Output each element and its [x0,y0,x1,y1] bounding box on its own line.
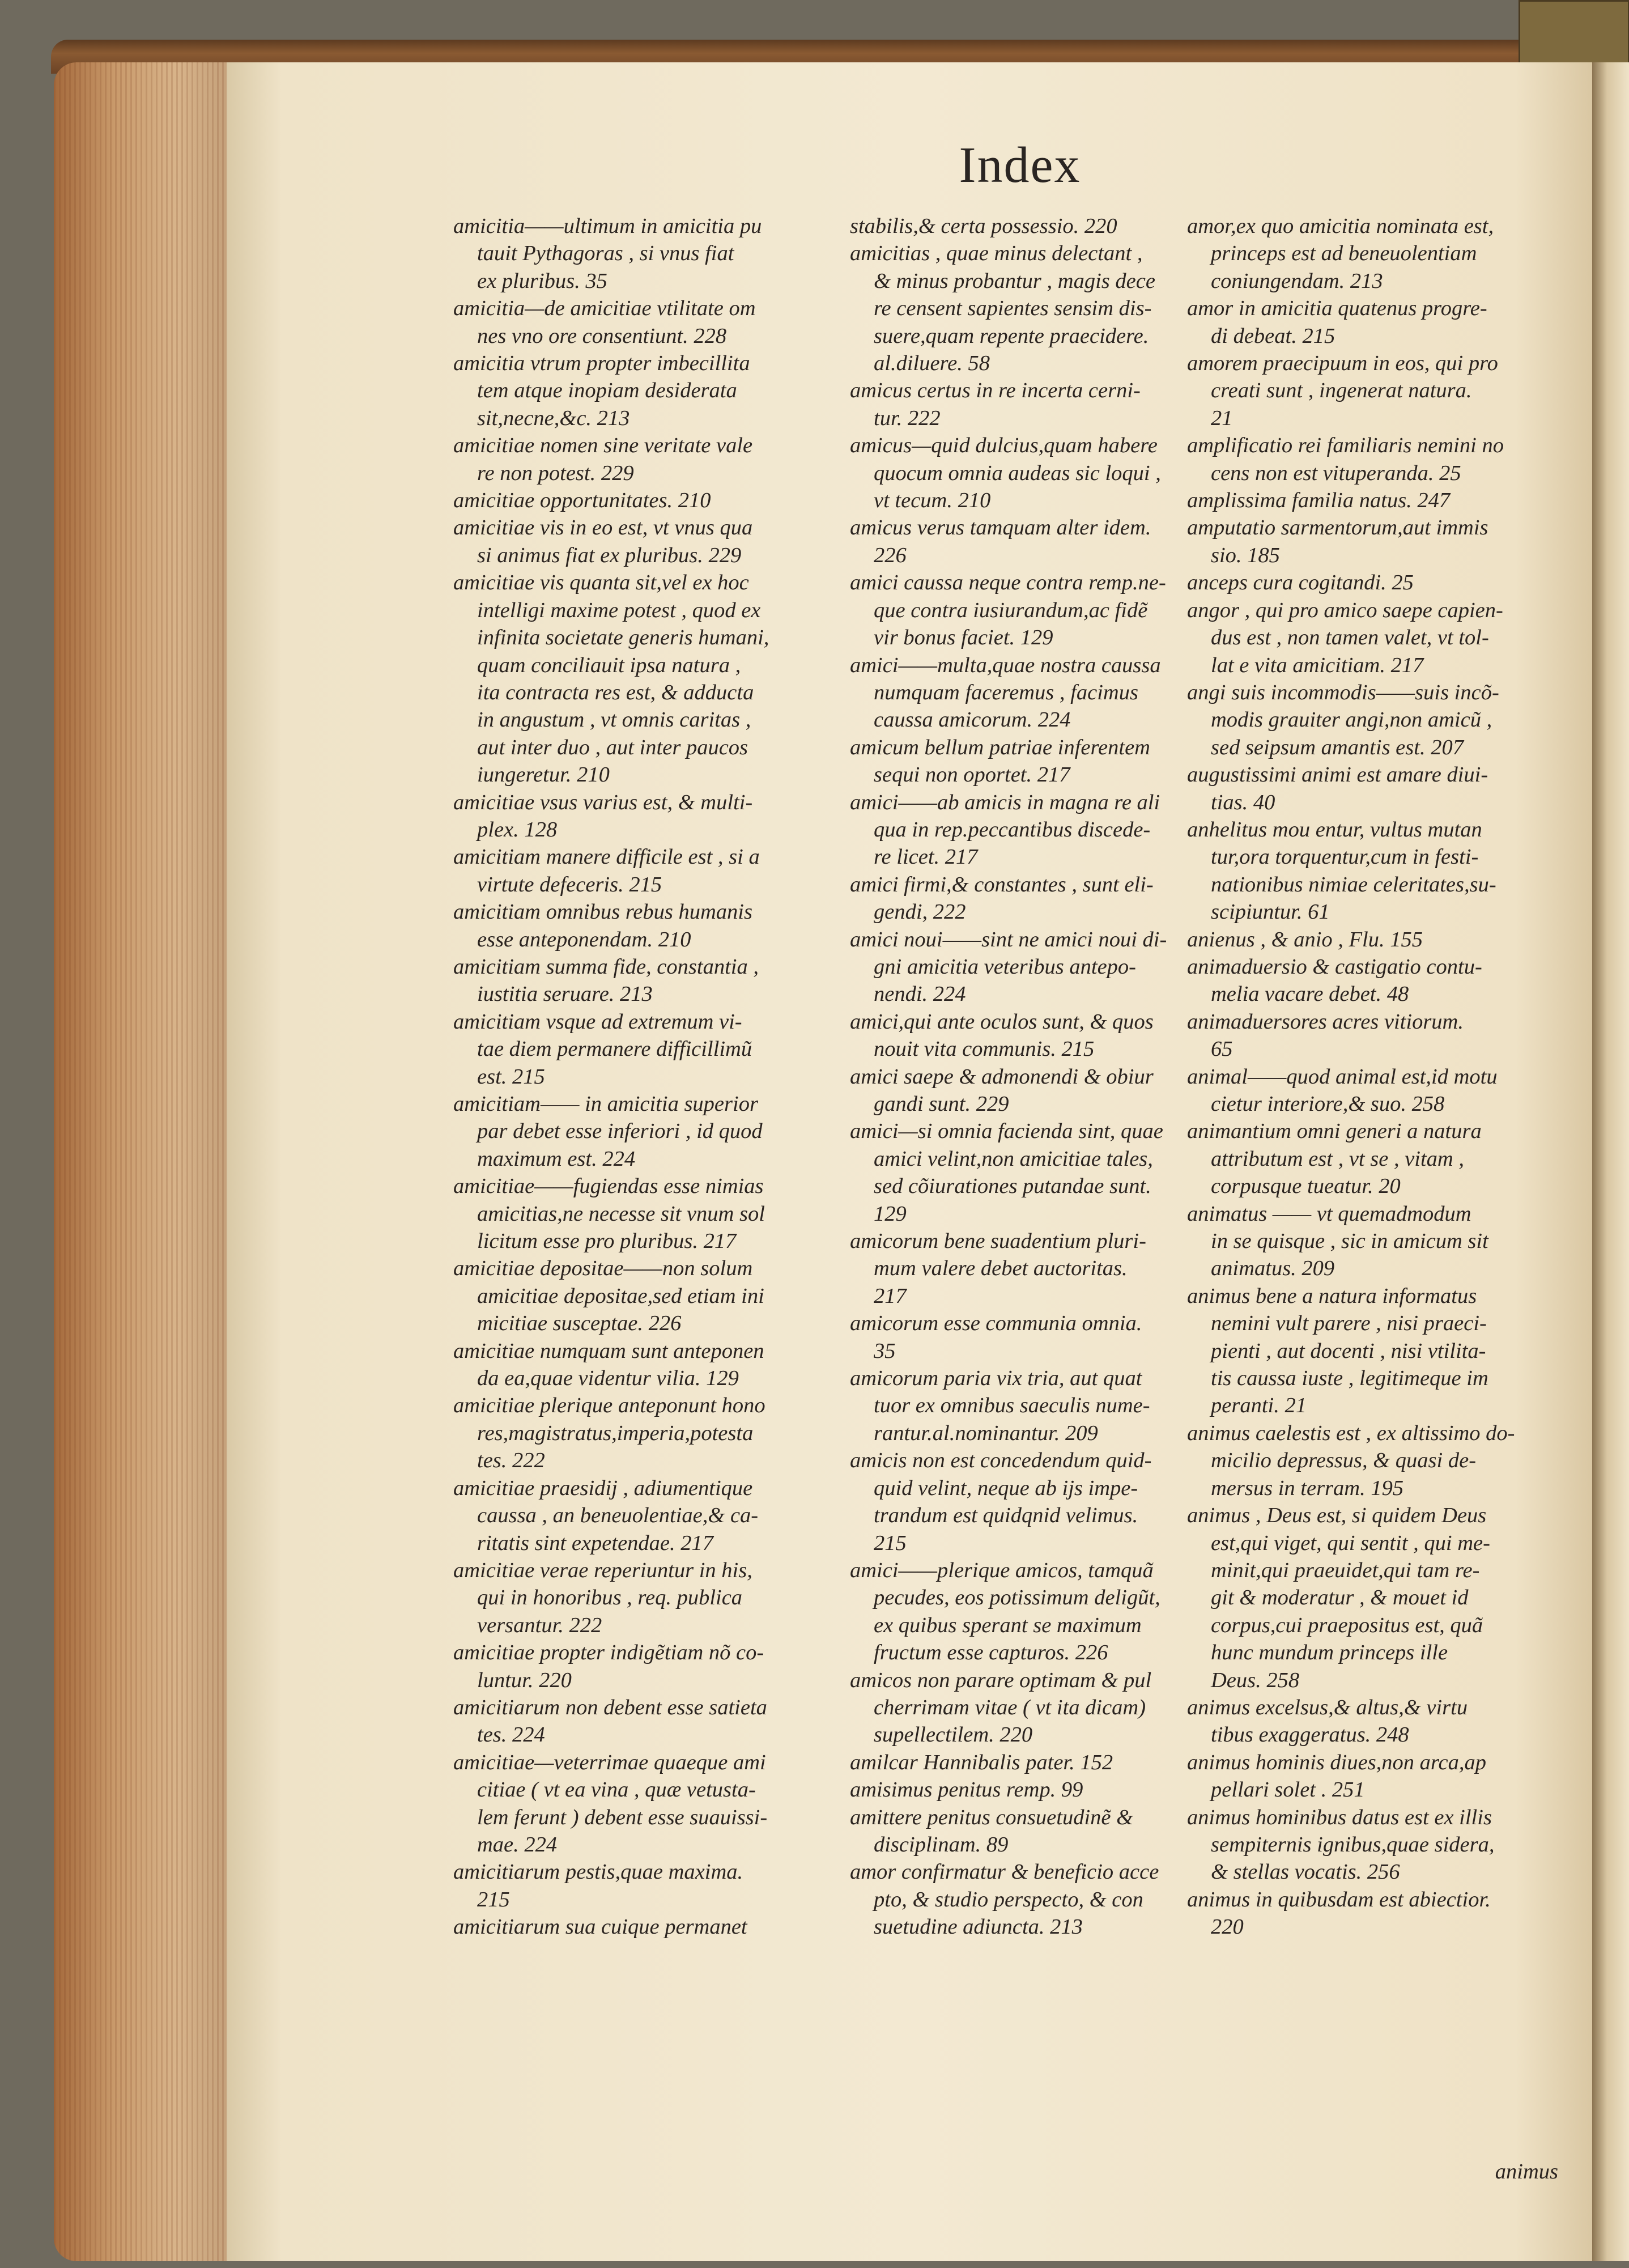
index-entry-line: da ea,quae videntur vilia. 129 [477,1366,739,1391]
index-entry [453,953,839,1008]
index-entry [453,569,839,788]
index-entry-line: citiae ( vt ea vina , quæ vetusta- [477,1778,756,1802]
index-entry-line: lem ferunt ) debent esse suauissi- [477,1805,768,1829]
index-entry-line: corpusque tueatur. 20 [1211,1174,1401,1199]
index-entry-line: attributum est , vt se , vitam , [1211,1146,1464,1171]
index-entry-line: amicitiae propter indigẽtiam nõ co- [453,1641,764,1665]
index-entry-line: coniungendam. 213 [1211,269,1383,293]
index-entry-line: 215 [874,1531,907,1555]
index-entry [1187,487,1561,514]
index-entry [850,926,1235,1008]
index-entry-line: ex pluribus. 35 [477,269,607,293]
index-entry-line: amicum bellum patriae inferentem [850,735,1150,759]
index-entry [453,432,839,487]
index-entry [850,1365,1235,1447]
index-entry-line: amor,ex quo amicitia nominata est, [1187,214,1494,238]
index-entry-line: maximum est. 224 [477,1146,636,1171]
index-entry-line: mum valere debet auctoritas. [874,1256,1128,1281]
index-entry-line: tis caussa iuste , legitimeque im [1211,1366,1488,1391]
index-entry-line: sed seipsum amantis est. 207 [1211,735,1464,759]
index-entry-line: amicitiae numquam sunt anteponen [453,1339,764,1363]
index-entry-line: animus hominibus datus est ex illis [1187,1805,1492,1829]
index-entry-line: re licet. 217 [874,845,978,869]
index-entry-line: amicitiae nomen sine veritate vale [453,434,753,458]
index-entry [850,1063,1235,1118]
index-entry-line: animus , Deus est, si quidem Deus [1187,1503,1487,1528]
index-entry-line: amicitiae—veterrimae quaeque ami [453,1750,766,1774]
index-entry-line: par debet esse inferiori , id quod [477,1119,763,1144]
index-entry-line: tem atque inopiam desiderata [477,379,737,403]
index-entry-line: vir bonus faciet. 129 [874,626,1053,650]
index-entry-line: pienti , aut docenti , nisi vtilita- [1211,1339,1486,1363]
index-entry-line: gandi sunt. 229 [874,1092,1009,1116]
index-entry-line: modis grauiter angi,non amicũ , [1211,708,1492,732]
index-entry-line: angi suis incommodis——suis incõ- [1187,680,1499,704]
index-entry [1187,1282,1561,1420]
index-entry-line: angor , qui pro amico saepe capien- [1187,598,1503,622]
index-entry-line: amici——multa,quae nostra caussa [850,653,1161,677]
index-entry-line: esse anteponendam. 210 [477,927,691,952]
index-column-1 [453,213,839,1941]
index-entry-line: supellectilem. 220 [874,1723,1033,1747]
index-entry [453,1858,839,1913]
index-entry-line: caussa , an beneuolentiae,& ca- [477,1503,759,1528]
index-entry-line: nationibus nimiae celeritates,su- [1211,872,1496,897]
index-entry-line: amici firmi,& constantes , sunt eli- [850,872,1154,897]
index-entry-line: est. 215 [477,1064,545,1089]
index-entry [1187,432,1561,487]
index-entry-line: tibus exaggeratus. 248 [1211,1723,1409,1747]
index-entry [453,1173,839,1255]
index-entry-line: amicitiarum pestis,quae maxima. [453,1860,743,1884]
index-entry-line: amilcar Hannibalis pater. 152 [850,1750,1113,1774]
index-entry-line: sempiternis ignibus,quae sidera, [1211,1832,1495,1857]
index-entry-line: amicitiarum non debent esse satieta [453,1695,767,1719]
index-entry-line: tes. 224 [477,1723,545,1747]
index-entry-line: amici—si omnia facienda sint, quae [850,1119,1163,1144]
index-entry-line: amplificatio rei familiaris nemini no [1187,434,1504,458]
index-entry-line: quid velint, neque ab ijs impe- [874,1476,1138,1500]
index-entry-line: ritatis sint expetendae. 217 [477,1531,714,1555]
index-entry-line: tae diem permanere difficillimũ [477,1037,752,1061]
index-entry-line: amicitiae depositae——non solum [453,1256,753,1281]
index-entry-line: 21 [1211,406,1233,430]
index-entry-line: animus caelestis est , ex altissimo do- [1187,1421,1515,1445]
index-entry-line: 215 [477,1887,510,1912]
index-entry-line: micitiae susceptae. 226 [477,1311,682,1336]
index-entry-line: amici,qui ante oculos sunt, & quos [850,1009,1154,1034]
index-entry-line: est,qui viget, qui sentit , qui me- [1211,1531,1490,1555]
index-entry-line: micilio depressus, & quasi de- [1211,1449,1477,1473]
index-entry-line: pecudes, eos potissimum deligũt, [874,1586,1160,1610]
index-entry-line: amici saepe & admonendi & obiur [850,1064,1154,1089]
index-entry [453,295,839,350]
index-entry [1187,1886,1561,1941]
index-entry [850,569,1235,651]
index-entry-line: corpus,cui praepositus est, quã [1211,1613,1483,1637]
index-entry-line: tes. 222 [477,1449,545,1473]
index-entry-line: amicitiae plerique anteponunt hono [453,1394,765,1418]
index-entry-line: sio. 185 [1211,543,1280,567]
index-entry [453,1090,839,1173]
index-entry [1187,1804,1561,1886]
index-entry-line: 65 [1211,1037,1233,1061]
index-entry [1187,1063,1561,1118]
index-entry-line: amicitiae opportunitates. 210 [453,489,711,513]
index-entry-line: gni amicitia veteribus antepo- [874,954,1136,979]
index-entry-line: tias. 40 [1211,790,1275,814]
index-entry-line: iungeretur. 210 [477,763,610,787]
index-entry-line: anceps cura cogitandi. 25 [1187,571,1414,595]
index-entry-line: gendi, 222 [874,900,966,924]
index-entry-line: virtute defeceris. 215 [477,872,662,897]
index-entry-line: animus excelsus,& altus,& virtu [1187,1695,1468,1719]
index-entry-line: amisimus penitus remp. 99 [850,1778,1083,1802]
index-entry [453,1255,839,1337]
index-entry-line: animantium omni generi a natura [1187,1119,1482,1144]
index-entry-line: & minus probantur , magis dece [874,269,1155,293]
index-entry-line: amicus verus tamquam alter idem. [850,516,1151,540]
index-entry [850,1447,1235,1557]
index-entry-line: tuor ex omnibus saeculis nume- [874,1394,1150,1418]
index-entry-line: cens non est vituperanda. 25 [1211,461,1461,485]
index-entry-line: amicitiae praesidij , adiumentique [453,1476,753,1500]
index-entry-line: scipiuntur. 61 [1211,900,1330,924]
index-entry-line: peranti. 21 [1211,1394,1307,1418]
index-entry [1187,816,1561,926]
bookmark-tab [1519,0,1629,71]
index-entry-line: cherrimam vitae ( vt ita dicam) [874,1695,1146,1719]
index-entry-line: sed cõiurationes putandae sunt. [874,1174,1151,1199]
index-entry-line: que contra iusiurandum,ac fidẽ [874,598,1148,622]
index-entry-line: animaduersio & castigatio contu- [1187,954,1482,979]
index-entry-line: caussa amicorum. 224 [874,708,1071,732]
index-entry-line: amicitiam vsque ad extremum vi- [453,1009,742,1034]
index-entry-line: amici——plerique amicos, tamquã [850,1558,1154,1582]
index-entry [850,789,1235,871]
index-entry [453,1392,839,1474]
index-entry [453,213,839,295]
index-entry-line: amorem praecipuum in eos, qui pro [1187,351,1498,376]
page-title: Index [959,137,1081,193]
index-entry-line: sit,necne,&c. 213 [477,406,630,430]
index-entry-line: amicitia vtrum propter imbecillita [453,351,750,376]
index-entry-line: qui in honoribus , req. publica [477,1586,743,1610]
index-entry [1187,1200,1561,1282]
index-entry-line: anienus , & anio , Flu. 155 [1187,927,1423,952]
index-entry-line: nes vno ore consentiunt. 228 [477,324,727,348]
index-entry-line: numquam faceremus , facimus [874,680,1138,704]
index-entry [850,240,1235,377]
index-entry [850,871,1235,926]
index-entry-line: nemini vult parere , nisi praeci- [1211,1311,1487,1336]
index-entry [453,1557,839,1639]
index-entry-line: trandum est quidqnid velimus. [874,1503,1138,1528]
index-entry [850,1228,1235,1310]
index-entry-line: re non potest. 229 [477,461,634,485]
index-entry [850,1749,1235,1776]
index-entry-line: amicitiam omnibus rebus humanis [453,900,752,924]
index-entry-line: res,magistratus,imperia,potesta [477,1421,754,1445]
index-entry-line: 226 [874,543,907,567]
index-entry-line: amicitia——ultimum in amicitia pu [453,214,762,238]
index-entry [850,1310,1235,1365]
index-entry [850,1776,1235,1803]
index-entry [453,898,839,953]
index-entry [850,1858,1235,1940]
index-entry [453,1694,839,1749]
index-entry [453,1639,839,1694]
index-entry-line: al.diluere. 58 [874,351,990,376]
index-entry-line: in se quisque , sic in amicum sit [1211,1229,1488,1254]
index-entry-line: rantur.al.nominantur. 209 [874,1421,1098,1445]
index-entry-line: intelligi maxime potest , quod ex [477,598,761,622]
index-entry-line: 129 [874,1201,907,1226]
index-entry [850,1804,1235,1859]
index-entry-line: amicorum paria vix tria, aut quat [850,1366,1142,1391]
index-entry [850,1557,1235,1667]
index-entry-line: vt tecum. 210 [874,489,991,513]
index-entry-line: tur. 222 [874,406,941,430]
index-entry-line: git & moderatur , & mouet id [1211,1586,1469,1610]
index-entry [850,652,1235,734]
index-entry [453,487,839,514]
index-entry-line: amicitiae depositae,sed etiam ini [477,1284,764,1308]
index-entry-line: princeps est ad beneuolentiam [1211,241,1477,266]
index-entry-line: amicus—quid dulcius,quam habere [850,434,1158,458]
index-entry [453,350,839,432]
index-entry [1187,1749,1561,1804]
index-entry-line: minit,qui praeuidet,qui tam re- [1211,1558,1480,1582]
index-entry-line: amplissima familia natus. 247 [1187,489,1451,513]
index-entry-line: amicitiae verae reperiuntur in his, [453,1558,752,1582]
index-entry [1187,953,1561,1008]
index-entry-line: amici caussa neque contra remp.ne- [850,571,1166,595]
index-entry-line: suetudine adiuncta. 213 [874,1915,1083,1939]
index-entry-line: 35 [874,1339,896,1363]
index-entry-line: creati sunt , ingenerat natura. [1211,379,1472,403]
index-entry-line: augustissimi animi est amare diui- [1187,763,1488,787]
index-entry-line: pellari solet . 251 [1211,1778,1365,1802]
index-entry-line: amicorum bene suadentium pluri- [850,1229,1146,1254]
index-entry-line: infinita societate generis humani, [477,626,769,650]
index-entry-line: quam conciliauit ipsa natura , [477,653,741,677]
index-entry [1187,1694,1561,1749]
index-entry-line: amici velint,non amicitiae tales, [874,1146,1153,1171]
index-entry [1187,679,1561,761]
index-entry-line: amicitias,ne necesse sit vnum sol [477,1201,765,1226]
index-entry-line: mersus in terram. 195 [1211,1476,1404,1500]
index-entry [850,1008,1235,1063]
index-entry-line: plex. 128 [477,817,558,842]
index-entry [453,1475,839,1557]
catchword: animus [1495,2160,1558,2184]
index-entry-line: 217 [874,1284,907,1308]
index-column-2 [850,213,1235,1941]
index-entry [1187,569,1561,596]
book-page-edges [54,62,229,2261]
index-entry-line: & stellas vocatis. 256 [1211,1860,1400,1884]
index-entry-line: nouit vita communis. 215 [874,1037,1095,1061]
index-entry-line: amicitia—de amicitiae vtilitate om [453,296,756,321]
index-entry-line: stabilis,& certa possessio. 220 [850,214,1117,238]
index-entry-line: in angustum , vt omnis caritas , [477,708,751,732]
index-entry-line: re censent sapientes sensim dis- [874,296,1152,321]
index-entry [1187,1502,1561,1694]
index-entry-line: animaduersores acres vitiorum. [1187,1009,1464,1034]
index-entry-line: amicitiae vis quanta sit,vel ex hoc [453,571,749,595]
index-entry-line: amici——ab amicis in magna re ali [850,790,1160,814]
index-entry-line: versantur. 222 [477,1613,602,1637]
index-entry-line: ita contracta res est, & adducta [477,680,754,704]
index-entry-line: iustitia seruare. 213 [477,982,653,1006]
index-entry [850,432,1235,514]
index-entry-line: fructum esse capturos. 226 [874,1641,1108,1665]
index-entry [1187,213,1561,295]
index-entry [1187,295,1561,350]
index-entry [1187,350,1561,432]
index-entry-line: lat e vita amicitiam. 217 [1211,653,1424,677]
index-entry-line: di debeat. 215 [1211,324,1335,348]
index-entry-line: ex quibus sperant se maximum [874,1613,1142,1637]
index-entry [850,1118,1235,1228]
index-entry-line: amor confirmatur & beneficio acce [850,1860,1159,1884]
index-entry [453,843,839,898]
index-entry-line: tur,ora torquentur,cum in festi- [1211,845,1479,869]
index-entry-line: amicos non parare optimam & pul [850,1668,1152,1692]
index-entry-line: animatus. 209 [1211,1256,1335,1281]
index-entry [1187,926,1561,953]
index-entry [1187,597,1561,679]
index-entry-line: amputatio sarmentorum,aut immis [1187,516,1488,540]
index-entry [1187,1420,1561,1502]
index-entry-line: disciplinam. 89 [874,1832,1009,1857]
index-entry-line: amicorum esse communia omnia. [850,1311,1142,1336]
index-entry-line: quocum omnia audeas sic loqui , [874,461,1161,485]
index-entry [453,1749,839,1859]
index-entry [850,213,1235,240]
index-entry-line: animatus —— vt quemadmodum [1187,1201,1471,1226]
index-entry [453,1008,839,1090]
index-entry-line: amicitias , quae minus delectant , [850,241,1143,266]
index-entry [1187,761,1561,816]
index-entry-line: Deus. 258 [1211,1668,1300,1692]
index-entry-line: si animus fiat ex pluribus. 229 [477,543,742,567]
index-entry-line: amicitiarum sua cuique permanet [453,1915,747,1939]
index-entry-line: animal——quod animal est,id motu [1187,1064,1498,1089]
index-entry-line: animus bene a natura informatus [1187,1284,1477,1308]
index-entry [453,1913,839,1940]
index-entry [453,1337,839,1392]
index-entry-line: nendi. 224 [874,982,966,1006]
index-entry-line: amor in amicitia quatenus progre- [1187,296,1487,321]
index-entry-line: amicitiae——fugiendas esse nimias [453,1174,764,1199]
index-entry-line: aut inter duo , aut inter paucos [477,735,748,759]
index-entry-line: suere,quam repente praecidere. [874,324,1149,348]
facing-page-edge [1592,62,1629,2261]
index-entry-line: amicitiam manere difficile est , si a [453,845,760,869]
index-entry-line: amicus certus in re incerta cerni- [850,379,1141,403]
index-entry-line: sequi non oportet. 217 [874,763,1070,787]
index-entry-line: mae. 224 [477,1832,558,1857]
index-entry [850,734,1235,789]
index-entry [453,514,839,569]
index-entry-line: amicitiae vsus varius est, & multi- [453,790,753,814]
index-entry-line: amici noui——sint ne amici noui di- [850,927,1167,952]
index-entry-line: melia vacare debet. 48 [1211,982,1409,1006]
index-entry-line: dus est , non tamen valet, vt tol- [1211,626,1489,650]
index-column-3 [1187,213,1561,1941]
index-entry-line: pto, & studio perspecto, & con [874,1887,1143,1912]
index-entry [1187,1008,1561,1063]
index-entry [850,514,1235,569]
index-entry-line: cietur interiore,& suo. 258 [1211,1092,1445,1116]
index-entry-line: tauit Pythagoras , si vnus fiat [477,241,734,266]
index-entry-line: 220 [1211,1915,1244,1939]
index-entry-line: animus hominis diues,non arca,ap [1187,1750,1486,1774]
index-entry-line: licitum esse pro pluribus. 217 [477,1229,737,1254]
index-entry-line: amicitiam—— in amicitia superior [453,1092,758,1116]
index-entry-line: qua in rep.peccantibus discede- [874,817,1151,842]
index-entry-line: amicis non est concedendum quid- [850,1449,1152,1473]
index-entry-line: animus in quibusdam est abiectior. [1187,1887,1491,1912]
index-entry-line: anhelitus mou entur, vultus mutan [1187,817,1482,842]
index-entry-line: luntur. 220 [477,1668,572,1692]
index-entry-line: amittere penitus consuetudinẽ & [850,1805,1134,1829]
index-entry-line: amicitiae vis in eo est, vt vnus qua [453,516,753,540]
index-entry [1187,514,1561,569]
index-entry [850,1667,1235,1749]
index-entry [1187,1118,1561,1200]
index-entry [453,789,839,844]
index-entry-line: hunc mundum princeps ille [1211,1641,1448,1665]
index-entry [850,377,1235,432]
index-entry-line: amicitiam summa fide, constantia , [453,954,759,979]
